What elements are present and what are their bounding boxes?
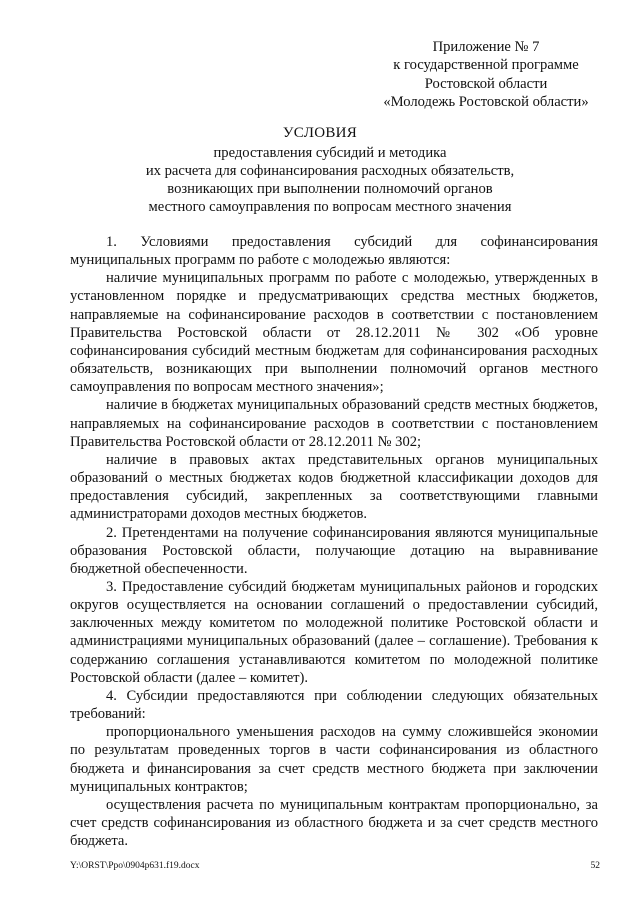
appendix-line: Приложение № 7 <box>432 39 540 55</box>
appendix-line: к государственной программе <box>393 57 579 74</box>
document-title: УСЛОВИЯ <box>282 125 358 141</box>
page-number: 52 <box>590 861 600 871</box>
appendix-line: Ростовской области <box>424 75 548 92</box>
document-subtitle <box>110 144 550 216</box>
subtitle-line: возникающих при выполнении полномочий органов <box>167 181 493 198</box>
paragraph-3-agreements: 3. Предоставление субсидий бюджетам муниципальных районов и городских округов осуществляется на основании соглашений о предоставлении субсидий, заключенных между комитетом по молодежной политике Ростовской области и администрациями муниципальных образований (далее – соглашение). Требования к содержанию соглашения устанавливаются комитетом по молодежной политике Ростовской области (далее – комитет). <box>70 578 598 686</box>
appendix-header <box>360 38 612 111</box>
document-body <box>70 233 598 850</box>
paragraph-budget-funds: наличие в бюджетах муниципальных образований средств местных бюджетов, направляемых на софинансирование расходов в соответствии с постановлением Правительства Ростовской области от 28.12.2011 № 302; <box>70 397 598 450</box>
paragraph-programs: наличие муниципальных программ по работе с молодежью, утвержденных в установленном порядке и предусматривающих средства местных бюджетов, направляемые на софинансирование расходов в соответствии с постановлением Правительства Ростовской области от 28.12.2011 № 302 «Об уровне софинансирования субсидий местным бюджетам для софинансирования расходных обязательств, возникающих при выполнении полномочий органов местного самоуправления по вопросам местного значения»; <box>70 270 598 396</box>
subtitle-line: предоставления субсидий и методика <box>213 145 447 161</box>
appendix-line: «Молодежь Ростовской области» <box>383 93 589 110</box>
paragraph-2-applicants: 2. Претендентами на получение софинансирования являются муниципальные образования Ростовской области, получающие дотацию на выравнивание бюджетной обеспеченности. <box>70 524 598 577</box>
file-path: Y:\ORST\Ppo\0904p631.f19.docx <box>70 861 200 871</box>
paragraph-4-requirements: 4. Субсидии предоставляются при соблюдении следующих обязательных требований: <box>70 687 598 723</box>
paragraph-settlement: осуществления расчета по муниципальным контрактам пропорционально, за счет средств софинансирования из областного бюджета и за счет средств местного бюджета. <box>70 796 598 850</box>
paragraph-legal-acts: наличие в правовых актах представительных органов муниципальных образований о местных бюджетах кодов бюджетной классификации доходов для предоставления субсидий, закрепленных за соответствующими главными администраторами доходов местных бюджетов. <box>70 451 598 523</box>
subtitle-line: местного самоуправления по вопросам местного значения <box>148 199 512 216</box>
paragraph-1-conditions: 1. Условиями предоставления субсидий для софинансирования муниципальных программ по работе с молодежью являются: <box>70 234 598 269</box>
subtitle-line: их расчета для софинансирования расходных обязательств, <box>145 163 515 180</box>
paragraph-proportional-reduction: пропорционального уменьшения расходов на сумму сложившейся экономии по результатам проведенных торгов в части софинансирования из областного бюджета и финансирования за счет средств местного бюджета при заключении муниципальных контрактов; <box>70 724 598 795</box>
